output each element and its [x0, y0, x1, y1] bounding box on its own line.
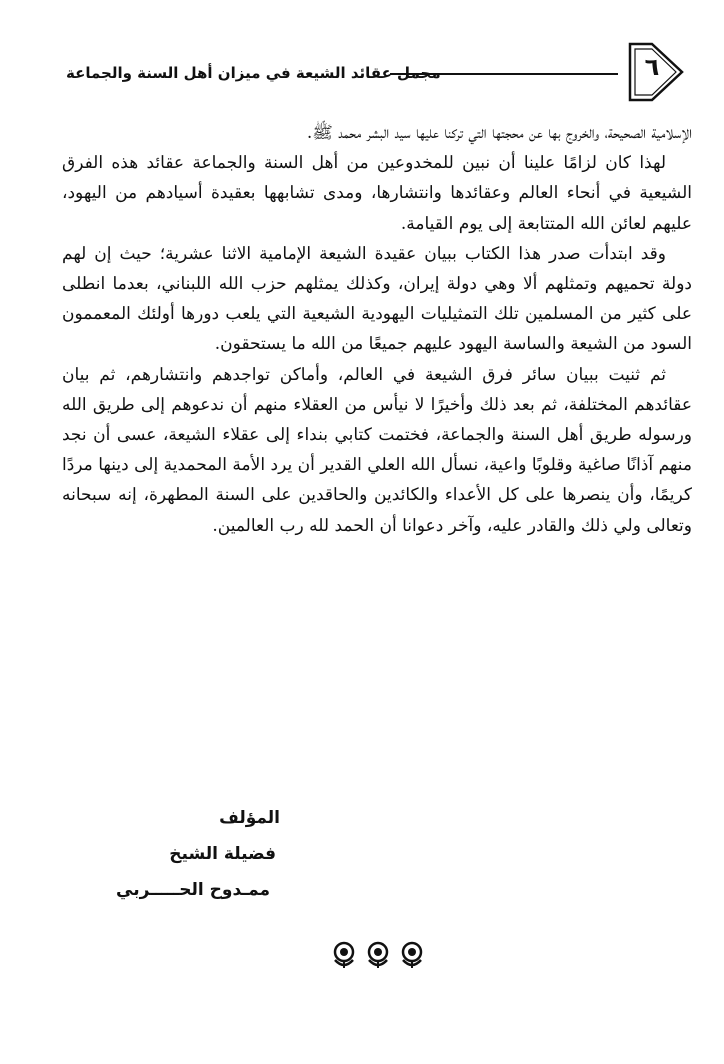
closing-ornaments — [328, 940, 428, 974]
body-text — [62, 118, 692, 541]
running-title: مجمل عقائد الشيعة في ميزان أهل السنة والجماعة — [66, 64, 441, 82]
paragraph-2: لهذا كان لزامًا علينا أن نبين للمخدوعين من أهل السنة والجماعة عقائد هذه الفرق الشيعية في أنحاء العالم وعقائدها وانتشارها، ومدى تشابهها بعقيدة أسيادهم من اليهود، عليهم لعائن الله المتتابعة إلى يوم القيامة. — [62, 153, 692, 234]
laurel-flower-icon — [330, 940, 358, 970]
signature-author-name: ممـدوح الحـــــربي — [116, 880, 270, 900]
signature-honorific: فضيلة الشيخ — [169, 844, 276, 864]
page-header — [60, 40, 680, 108]
page-number: ٦ — [644, 53, 660, 81]
signature-author-label: المؤلف — [219, 808, 280, 828]
laurel-flower-icon — [398, 940, 426, 970]
header-rule — [390, 73, 618, 75]
paragraph-4: ثم ثنيت ببيان سائر فرق الشيعة في العالم، وأماكن تواجدهم وانتشارهم، ثم بيان عقائدهم المختلفة، ثم بعد ذلك وأخيرًا لا نيأس من العقلاء منهم أن ندعوهم إلى طريق الله ورسوله طريق أهل السنة والجماعة، فختمت كتابي بنداء إلى عقلاء الشيعة، عسى أن نجد منهم آذانًا صاغية وقلوبًا واعية، نسأل الله العلي القدير أن يرد الأمة المحمدية إلى دينها مردًا كريمًا، وأن ينصرها على كل الأعداء والكائدين والحاقدين على السنة المطهرة، إنه سبحانه وتعالى ولي ذلك والقادر عليه، وآخر دعوانا أن الحمد لله رب العالمين. — [62, 364, 692, 536]
paragraph-3: وقد ابتدأت صدر هذا الكتاب ببيان عقيدة الشيعة الإمامية الاثنا عشرية؛ حيث إن لهم دولة تحميهم وتمثلهم ألا وهي دولة إيران، وكذلك يمثلهم حزب الله اللبناني، بعدما انطلى على كثير من المسلمين تلك التمثيليات اليهودية الشيعية التي يلعب دورها أولئك المعممون السود من الشيعة والساسة اليهود عليهم جميعًا من الله ما يستحقون. — [62, 243, 692, 355]
paragraph-1: الإسلامية الصحيحة، والخروج بها عن محجتها التي تركنا عليها سيد البشر محمد ﷺ. — [306, 123, 692, 143]
laurel-flower-icon — [364, 940, 392, 970]
author-signature — [100, 800, 280, 908]
